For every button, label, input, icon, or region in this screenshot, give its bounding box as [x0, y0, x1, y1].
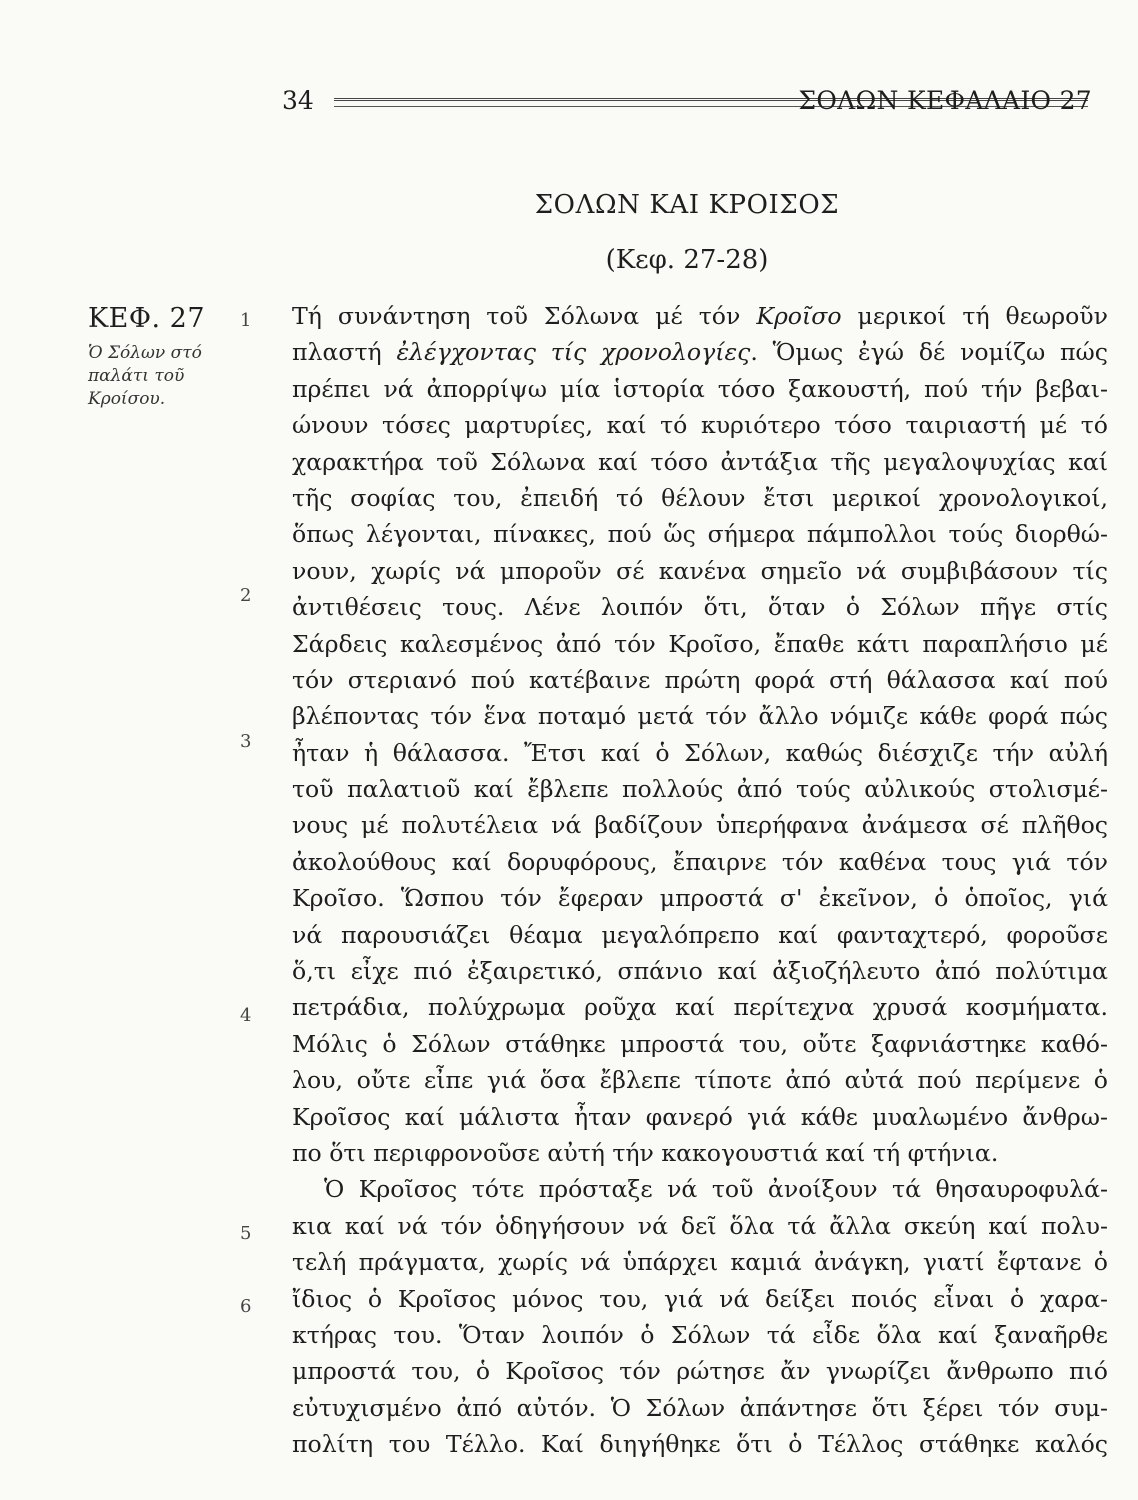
text-run: τῆς σοφίας του, ἐπειδή τό θέλουν ἔτσι μερικοί χρονολογικοί,	[292, 483, 1108, 512]
section-number: 5	[240, 1223, 252, 1244]
margin-note-line: παλάτι τοῦ	[88, 366, 185, 386]
text-line	[292, 626, 1108, 662]
text-line	[292, 953, 1108, 989]
italic-text: ἐλέγχοντας τίς χρονολογίες	[396, 338, 751, 367]
text-run: πρέπει νά ἀπορρίψω μία ἱστορία τόσο ξακουστή, πού τήν βεβαι-	[292, 374, 1108, 403]
text-line	[292, 407, 1108, 443]
text-run: ὅπως λέγονται, πίνακες, πού ὥς σήμερα πάμπολλοι τούς διορθώ-	[292, 520, 1108, 549]
text-line	[292, 553, 1108, 589]
text-run: τόν στεριανό πού κατέβαινε πρώτη φορά στή θάλασσα καί πού	[292, 665, 1108, 694]
running-title: ΣΟΛΩΝ ΚΕΦΑΛΑΙΟ 27	[798, 86, 1092, 115]
section-number: 2	[240, 585, 252, 606]
text-line	[292, 735, 1108, 771]
text-line	[292, 662, 1108, 698]
text-run: βλέποντας τόν ἕνα ποταμό μετά τόν ἄλλο νόμιζε κάθε φορά πώς	[292, 702, 1108, 731]
text-run: εὐτυχισμένο ἀπό αὐτόν. Ὁ Σόλων ἀπάντησε ὅτι ξέρει τόν συμ-	[292, 1393, 1108, 1422]
section-number: 4	[240, 1005, 252, 1026]
text-run: νουν, χωρίς νά μποροῦν σέ κανένα σημεῖο νά συμβιβάσουν τίς	[292, 556, 1108, 585]
text-line	[292, 334, 1108, 370]
section-title: ΣΟΛΩΝ ΚΑΙ ΚΡΟΙΣΟΣ	[534, 190, 840, 220]
margin-note	[88, 342, 238, 411]
body-text	[292, 298, 1108, 1463]
text-line	[292, 1208, 1108, 1244]
text-run: ὅ,τι εἶχε πιό ἐξαιρετικό, σπάνιο καί ἀξιοζήλευτο ἀπό πολύτιμα	[292, 957, 1108, 986]
text-run: κτήρας του. Ὅταν λοιπόν ὁ Σόλων τά εἶδε ὅλα καί ξαναῆρθε	[292, 1320, 1108, 1349]
text-line	[292, 771, 1108, 807]
text-line	[292, 516, 1108, 552]
text-line	[292, 1353, 1108, 1389]
text-run: ἀκολούθους καί δορυφόρους, ἔπαιρνε τόν καθένα τους γιά τόν	[292, 847, 1108, 876]
text-line	[292, 698, 1108, 734]
text-run: ἀντιθέσεις τους. Λένε λοιπόν ὅτι, ὅταν ὁ Σόλων πῆγε στίς	[292, 593, 1108, 622]
text-line	[292, 1135, 1108, 1171]
text-line	[292, 989, 1108, 1025]
chapter-margin-label: ΚΕΦ. 27	[88, 303, 206, 334]
text-line	[292, 844, 1108, 880]
text-run: τελή πράγματα, χωρίς νά ὑπάρχει καμιά ἀνάγκη, γιατί ἔφτανε ὁ	[292, 1248, 1108, 1277]
text-run: Μόλις ὁ Σόλων στάθηκε μπροστά του, οὔτε ξαφνιάστηκε καθό-	[292, 1029, 1108, 1058]
text-line	[292, 1317, 1108, 1353]
text-run: πλαστή	[292, 338, 397, 367]
text-line	[292, 807, 1108, 843]
text-run: λου, οὔτε εἶπε γιά ὅσα ἔβλεπε τίποτε ἀπό αὐτά πού περίμενε ὁ	[292, 1066, 1108, 1095]
text-run: ἴδιος ὁ Κροῖσος μόνος του, γιά νά δείξει ποιός εἶναι ὁ χαρα-	[292, 1284, 1108, 1313]
text-line	[292, 298, 1108, 334]
text-run: νους μέ πολυτέλεια νά βαδίζουν ὑπερήφανα ἀνάμεσα σέ πλῆθος	[292, 811, 1108, 840]
text-run: Ὁ Κροῖσος τότε πρόσταξε νά τοῦ ἀνοίξουν τά θησαυροφυλά-	[324, 1175, 1108, 1204]
text-run: μερικοί τή θεωροῦν	[841, 302, 1108, 330]
text-line	[292, 1099, 1108, 1135]
text-line	[292, 1390, 1108, 1426]
margin-note-line: Κροίσου.	[88, 389, 166, 409]
text-run: Κροῖσος καί μάλιστα ἦταν φανερό γιά κάθε μυαλωμένο ἄνθρω-	[292, 1102, 1108, 1131]
text-line	[292, 1244, 1108, 1280]
text-line	[292, 1171, 1108, 1207]
text-run: τοῦ παλατιοῦ καί ἔβλεπε πολλούς ἀπό τούς αὐλικούς στολισμέ-	[292, 775, 1108, 804]
section-subtitle: (Κεφ. 27-28)	[605, 245, 769, 275]
text-run: Τή συνάντηση τοῦ Σόλωνα μέ τόν	[292, 302, 757, 330]
section-number: 1	[240, 310, 252, 331]
margin-note-line: Ὁ Σόλων στό	[88, 343, 202, 363]
section-number: 3	[240, 731, 252, 752]
text-run: . Ὅμως ἐγώ δέ νομίζω πώς	[750, 338, 1109, 367]
text-line	[292, 371, 1108, 407]
running-header	[282, 86, 1092, 122]
text-run: πο ὅτι περιφρονοῦσε αὐτή τήν κακογουστιά καί τή φτήνια.	[292, 1138, 999, 1167]
section-number: 6	[240, 1296, 252, 1317]
text-run: νά παρουσιάζει θέαμα μεγαλόπρεπο καί φανταχτερό, φοροῦσε	[292, 920, 1108, 949]
text-run: μπροστά του, ὁ Κροῖσος τόν ρώτησε ἄν γνωρίζει ἄνθρωπο πιό	[292, 1357, 1108, 1386]
italic-text: Κροῖσο	[756, 302, 842, 330]
text-run: πολίτη του Τέλλο. Καί διηγήθηκε ὅτι ὁ Τέλλος στάθηκε καλός	[292, 1430, 1108, 1459]
text-run: Κροῖσο. Ὥσπου τόν ἔφεραν μπροστά σ' ἐκεῖνον, ὁ ὁποῖος, γιά	[292, 884, 1108, 913]
text-run: πετράδια, πολύχρωμα ροῦχα καί περίτεχνα χρυσά κοσμήματα.	[292, 993, 1108, 1022]
text-line	[292, 589, 1108, 625]
text-run: ώνουν τόσες μαρτυρίες, καί τό κυριότερο τόσο ταιριαστή μέ τό	[292, 411, 1108, 440]
text-line	[292, 1062, 1108, 1098]
text-line	[292, 480, 1108, 516]
text-line	[292, 917, 1108, 953]
text-line	[292, 1026, 1108, 1062]
text-run: χαρακτήρα τοῦ Σόλωνα καί τόσο ἀντάξια τῆς μεγαλοψυχίας καί	[292, 447, 1108, 476]
text-run: ἦταν ἡ θάλασσα. Ἔτσι καί ὁ Σόλων, καθώς διέσχιζε τήν αὐλή	[292, 738, 1108, 767]
text-line	[292, 880, 1108, 916]
page-number: 34	[282, 86, 314, 115]
text-line	[292, 444, 1108, 480]
text-line	[292, 1426, 1108, 1462]
text-run: κια καί νά τόν ὁδηγήσουν νά δεῖ ὅλα τά ἄλλα σκεύη καί πολυ-	[292, 1211, 1108, 1240]
text-line	[292, 1281, 1108, 1317]
text-run: Σάρδεις καλεσμένος ἀπό τόν Κροῖσο, ἔπαθε κάτι παραπλήσιο μέ	[292, 629, 1108, 658]
